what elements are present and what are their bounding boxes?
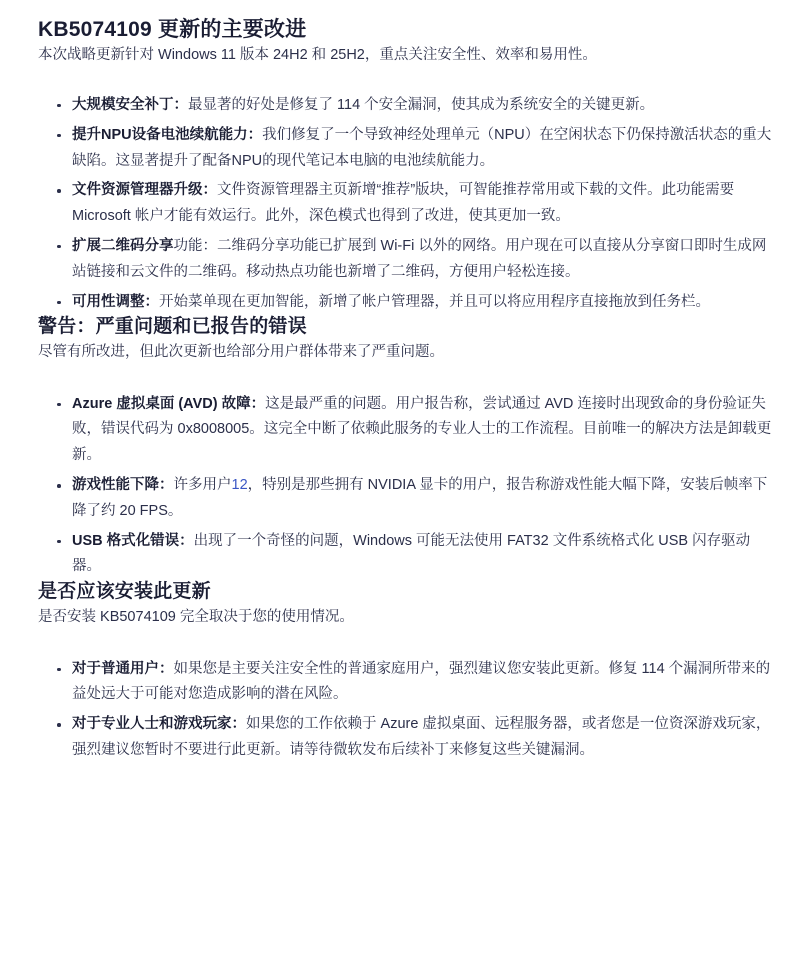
intro-paragraph: 本次战略更新针对 Windows 11 版本 24H2 和 25H2，重点关注安全性、效率和易用性。 bbox=[38, 47, 597, 64]
issues-list bbox=[38, 392, 774, 581]
list-item bbox=[38, 712, 774, 764]
list-item-lead: 可用性调整： bbox=[72, 293, 159, 310]
footnote-reference-link[interactable]: 12 bbox=[231, 477, 248, 494]
list-item-body: 出现了一个奇怪的问题，Windows 可能无法使用 FAT32 文件系统格式化 USB 闪存驱动器。 bbox=[72, 532, 751, 575]
list-item-lead: 提升NPU设备电池续航能力： bbox=[72, 126, 263, 143]
list-item-lead: 大规模安全补丁： bbox=[72, 96, 188, 113]
list-item bbox=[38, 123, 774, 175]
list-item-body-before: 许多用户 bbox=[173, 477, 232, 494]
list-item-body: 我们修复了一个导致神经处理单元（NPU）在空闲状态下仍保持激活状态的重大缺陷。这显著提升了配备NPU的现代笔记本电脑的电池续航能力。 bbox=[72, 126, 772, 169]
list-item-body: 如果您的工作依赖于 Azure 虚拟桌面、远程服务器，或者您是一位资深游戏玩家，强烈建议您暂时不要进行此更新。请等待微软发布后续补丁来修复这些关键漏洞。 bbox=[72, 716, 771, 758]
list-item-body: 最显著的好处是修复了 114 个安全漏洞，使其成为系统安全的关键更新。 bbox=[188, 96, 655, 113]
document-page bbox=[0, 16, 800, 764]
list-item bbox=[38, 473, 774, 525]
warning-section-title: 警告：严重问题和已报告的错误 bbox=[38, 316, 307, 338]
list-item-body: 功能：二维码分享功能已扩展到 Wi-Fi 以外的网络。用户现在可以直接从分享窗口即时生成网站链接和云文件的二维码。移动热点功能也新增了二维码，方便用户轻松连接。 bbox=[72, 237, 767, 280]
list-item-lead: 对于专业人士和游戏玩家： bbox=[72, 716, 246, 733]
install-section-title: 是否应该安装此更新 bbox=[38, 581, 211, 603]
list-item-lead: 对于普通用户： bbox=[72, 660, 174, 677]
list-item bbox=[38, 290, 774, 316]
page-title: KB5074109 更新的主要改进 bbox=[38, 18, 307, 41]
list-item-body: 开始菜单现在更加智能，新增了帐户管理器，并且可以将应用程序直接拖放到任务栏。 bbox=[159, 293, 710, 310]
list-item-lead: 游戏性能下降： bbox=[72, 477, 174, 494]
list-item-body: 这是最严重的问题。用户报告称，尝试通过 AVD 连接时出现致命的身份验证失败，错误代码为 0x8008005。这完全中断了依赖此服务的专业人士的工作流程。目前唯一的解决方法是卸载更新。 bbox=[72, 395, 772, 464]
list-item-lead: 文件资源管理器升级： bbox=[72, 182, 217, 199]
warning-intro-paragraph: 尽管有所改进，但此次更新也给部分用户群体带来了严重问题。 bbox=[38, 344, 444, 360]
list-item bbox=[38, 234, 774, 286]
list-item-body-after: ，特别是那些拥有 NVIDIA 显卡的用户，报告称游戏性能大幅下降，安装后帧率下降了约 20 FPS。 bbox=[72, 477, 768, 519]
list-item bbox=[38, 392, 774, 469]
list-item bbox=[38, 178, 774, 230]
list-item bbox=[38, 529, 774, 581]
install-intro-paragraph: 是否安装 KB5074109 完全取决于您的使用情况。 bbox=[38, 608, 354, 625]
advice-list bbox=[38, 657, 774, 764]
list-item-body: 文件资源管理器主页新增“推荐”版块，可智能推荐常用或下载的文件。此功能需要 Microsoft 帐户才能有效运行。此外，深色模式也得到了改进，使其更加一致。 bbox=[72, 182, 735, 225]
list-item-body: 如果您是主要关注安全性的普通家庭用户，强烈建议您安装此更新。修复 114 个漏洞所带来的益处远大于可能对您造成影响的潜在风险。 bbox=[72, 660, 771, 703]
improvements-list bbox=[38, 93, 774, 315]
list-item-lead: 扩展二维码分享 bbox=[72, 237, 174, 254]
list-item-lead: USB 格式化错误： bbox=[72, 532, 194, 549]
list-item bbox=[38, 93, 774, 119]
list-item bbox=[38, 657, 774, 709]
list-item-lead: Azure 虚拟桌面 (AVD) 故障： bbox=[72, 395, 266, 412]
